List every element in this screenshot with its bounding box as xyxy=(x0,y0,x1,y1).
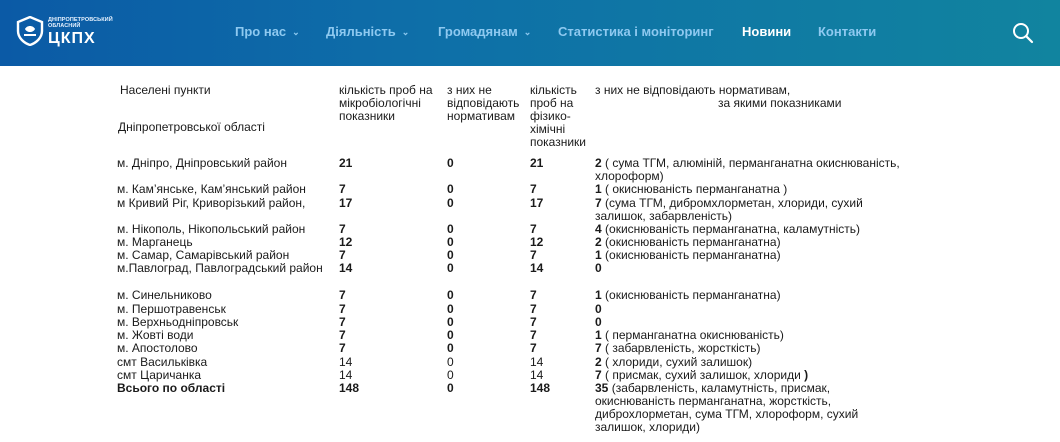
search-icon[interactable] xyxy=(1010,20,1036,46)
cell-phys-count: 7 xyxy=(530,222,537,236)
cell-micro-count: 12 xyxy=(339,235,353,249)
cell-indicators-text: ( хлориди, сухий залишок) xyxy=(601,355,753,369)
header-phys-count: кількість проб на фізико-хімічні показники xyxy=(530,83,587,149)
cell-micro-count: 148 xyxy=(339,381,360,395)
cell-phys-count: 7 xyxy=(530,288,537,302)
cell-micro-noncompliant: 0 xyxy=(447,341,454,355)
cell-phys-noncompliant: 1 xyxy=(595,182,602,196)
cell-place: м. Нікополь, Нікопольський район xyxy=(117,222,306,236)
site-logo[interactable] xyxy=(16,14,126,50)
cell-phys-noncompliant: 0 xyxy=(595,302,602,316)
cell-micro-noncompliant: 0 xyxy=(447,381,454,395)
cell-phys-count: 14 xyxy=(530,261,544,275)
nav-contacts[interactable] xyxy=(818,24,876,39)
cell-phys-count: 7 xyxy=(530,328,537,342)
cell-place: м. Синельниково xyxy=(117,288,212,302)
cell-indicators-text: ( присмак, сухий залишок, хлориди xyxy=(601,368,805,382)
cell-place: м. Дніпро, Дніпровський район xyxy=(117,156,287,170)
nav-news[interactable] xyxy=(742,24,791,39)
cell-phys-noncompliant: 0 xyxy=(595,261,602,275)
cell-phys-count: 148 xyxy=(530,381,551,395)
cell-details xyxy=(595,289,900,302)
cell-indicators-text: (забарвленість, каламутність, присмак, окиснюваність перманганатна, жорсткість, диброхлорметан, сума ТГМ, хлороформ, сухий залишок, хлориди) xyxy=(595,381,859,434)
cell-place: м. Самар, Самарівський район xyxy=(117,248,290,262)
cell-details xyxy=(595,183,900,196)
cell-phys-noncompliant: 0 xyxy=(595,315,602,329)
cell-micro-count: 7 xyxy=(339,248,346,262)
cell-micro-noncompliant: 0 xyxy=(447,302,454,316)
page-content xyxy=(0,66,1060,442)
cell-micro-noncompliant: 0 xyxy=(447,222,454,236)
cell-phys-noncompliant: 7 xyxy=(595,368,602,382)
top-navbar xyxy=(0,0,1060,66)
cell-micro-noncompliant: 0 xyxy=(447,328,454,342)
cell-details xyxy=(595,262,900,275)
cell-phys-count: 12 xyxy=(530,235,544,249)
cell-phys-noncompliant: 7 xyxy=(595,341,602,355)
cell-indicators-text: (окиснюваність перманганатна) xyxy=(601,248,781,262)
cell-details xyxy=(595,382,900,434)
cell-micro-noncompliant: 0 xyxy=(447,368,454,382)
cell-details xyxy=(595,157,900,183)
cell-place: м. Апостолово xyxy=(117,341,198,355)
cell-micro-count: 7 xyxy=(339,288,346,302)
cell-indicators-text: (окиснюваність перманганатна) xyxy=(601,288,781,302)
cell-details xyxy=(595,303,900,316)
header-places: Населені пункти xyxy=(120,83,211,97)
cell-place: м Кривий Ріг, Криворізький район, xyxy=(117,196,306,210)
cell-place: м. Першотравенськ xyxy=(117,302,226,316)
cell-phys-noncompliant: 1 xyxy=(595,248,602,262)
header-indicators: за якими показниками xyxy=(718,96,842,110)
cell-indicators-text: (окиснюваність перманганатна, каламутність) xyxy=(601,222,861,236)
chevron-down-icon: ⌄ xyxy=(401,27,410,37)
cell-phys-count: 7 xyxy=(530,248,537,262)
header-micro-count: кількість проб на мікробіологічні показники xyxy=(339,83,433,123)
chevron-down-icon: ⌄ xyxy=(523,27,532,37)
cell-phys-count: 7 xyxy=(530,315,537,329)
nav-statistics-label: Статистика і моніторинг xyxy=(558,24,714,39)
nav-about[interactable] xyxy=(235,24,300,39)
cell-micro-count: 7 xyxy=(339,328,346,342)
cell-micro-count: 14 xyxy=(339,368,353,382)
cell-phys-count: 17 xyxy=(530,196,544,210)
cell-indicators-text: (сума ТГМ, дибромхлорметан, хлориди, сухий залишок, забарвленість) xyxy=(595,196,863,223)
cell-micro-count: 14 xyxy=(339,355,353,369)
cell-micro-noncompliant: 0 xyxy=(447,196,454,210)
nav-contacts-label: Контакти xyxy=(818,24,877,39)
cell-details xyxy=(595,342,900,355)
cell-phys-noncompliant: 1 xyxy=(595,328,602,342)
cell-phys-noncompliant: 1 xyxy=(595,288,602,302)
cell-place: Всього по області xyxy=(117,381,226,395)
logo-title: ЦКПХ xyxy=(48,30,96,47)
header-phys-noncompliant: з них не відповідають нормативам, xyxy=(595,83,791,97)
cell-indicators-text: ( окиснюваність перманганатна ) xyxy=(601,182,788,196)
chevron-down-icon: ⌄ xyxy=(292,27,300,37)
cell-micro-count: 7 xyxy=(339,302,346,316)
cell-phys-noncompliant: 7 xyxy=(595,196,602,210)
cell-details xyxy=(595,249,900,262)
cell-indicators-text: (окиснюваність перманганатна) xyxy=(601,235,781,249)
cell-place: м.Павлоград, Павлоградський район xyxy=(117,261,323,275)
cell-phys-count: 21 xyxy=(530,156,544,170)
cell-micro-noncompliant: 0 xyxy=(447,288,454,302)
cell-indicators-text: ( сума ТГМ, алюміній, перманганатна окиснюваність, хлороформ) xyxy=(595,156,900,183)
cell-phys-count: 7 xyxy=(530,182,537,196)
cell-micro-count: 21 xyxy=(339,156,353,170)
header-micro-noncompliant: з них не відповідають нормативам xyxy=(447,83,520,123)
cell-phys-count: 14 xyxy=(530,355,544,369)
cell-indicators-text: ( перманганатна окиснюваність) xyxy=(601,328,784,342)
cell-micro-noncompliant: 0 xyxy=(447,182,454,196)
nav-about-label: Про нас xyxy=(235,24,287,39)
nav-citizens-label: Громадянам xyxy=(438,24,518,39)
cell-phys-noncompliant: 2 xyxy=(595,355,602,369)
cell-place: смт Васильківка xyxy=(117,355,208,369)
cell-place: м. Марганець xyxy=(117,235,193,249)
nav-activity-label: Діяльність xyxy=(326,24,396,39)
cell-place: м. Жовті води xyxy=(117,328,194,342)
cell-place: смт Царичанка xyxy=(117,368,202,382)
cell-micro-count: 7 xyxy=(339,341,346,355)
logo-subtitle xyxy=(48,17,113,29)
logo-line-2: ОБЛАСНИЙ xyxy=(48,23,81,29)
cell-phys-noncompliant: 4 xyxy=(595,222,602,236)
cell-micro-count: 7 xyxy=(339,182,346,196)
cell-details xyxy=(595,197,900,223)
logo-line-1: ДНІПРОПЕТРОВСЬКИЙ xyxy=(48,17,113,23)
cell-phys-count: 7 xyxy=(530,341,537,355)
cell-micro-noncompliant: 0 xyxy=(447,355,454,369)
cell-phys-count: 7 xyxy=(530,302,537,316)
cell-phys-noncompliant: 35 xyxy=(595,381,609,395)
nav-statistics[interactable] xyxy=(558,24,714,39)
cell-indicators-end: ) xyxy=(804,368,809,382)
logo-emblem-icon xyxy=(16,16,44,46)
cell-micro-count: 7 xyxy=(339,315,346,329)
nav-activity[interactable] xyxy=(326,24,409,39)
cell-micro-noncompliant: 0 xyxy=(447,248,454,262)
cell-place: м. Кам’янське, Кам’янський район xyxy=(117,182,306,196)
cell-micro-count: 14 xyxy=(339,261,353,275)
cell-micro-noncompliant: 0 xyxy=(447,156,454,170)
cell-micro-noncompliant: 0 xyxy=(447,235,454,249)
cell-micro-noncompliant: 0 xyxy=(447,315,454,329)
nav-news-label: Новини xyxy=(742,24,792,39)
cell-phys-noncompliant: 2 xyxy=(595,156,602,170)
nav-citizens[interactable] xyxy=(438,24,531,39)
header-region: Дніпропетровської області xyxy=(118,120,265,134)
cell-place: м. Верхньодніпровськ xyxy=(117,315,239,329)
cell-micro-noncompliant: 0 xyxy=(447,261,454,275)
cell-phys-noncompliant: 2 xyxy=(595,235,602,249)
cell-phys-count: 14 xyxy=(530,368,544,382)
cell-micro-count: 7 xyxy=(339,222,346,236)
cell-indicators-text: ( забарвленість, жорсткість) xyxy=(601,341,761,355)
cell-micro-count: 17 xyxy=(339,196,353,210)
